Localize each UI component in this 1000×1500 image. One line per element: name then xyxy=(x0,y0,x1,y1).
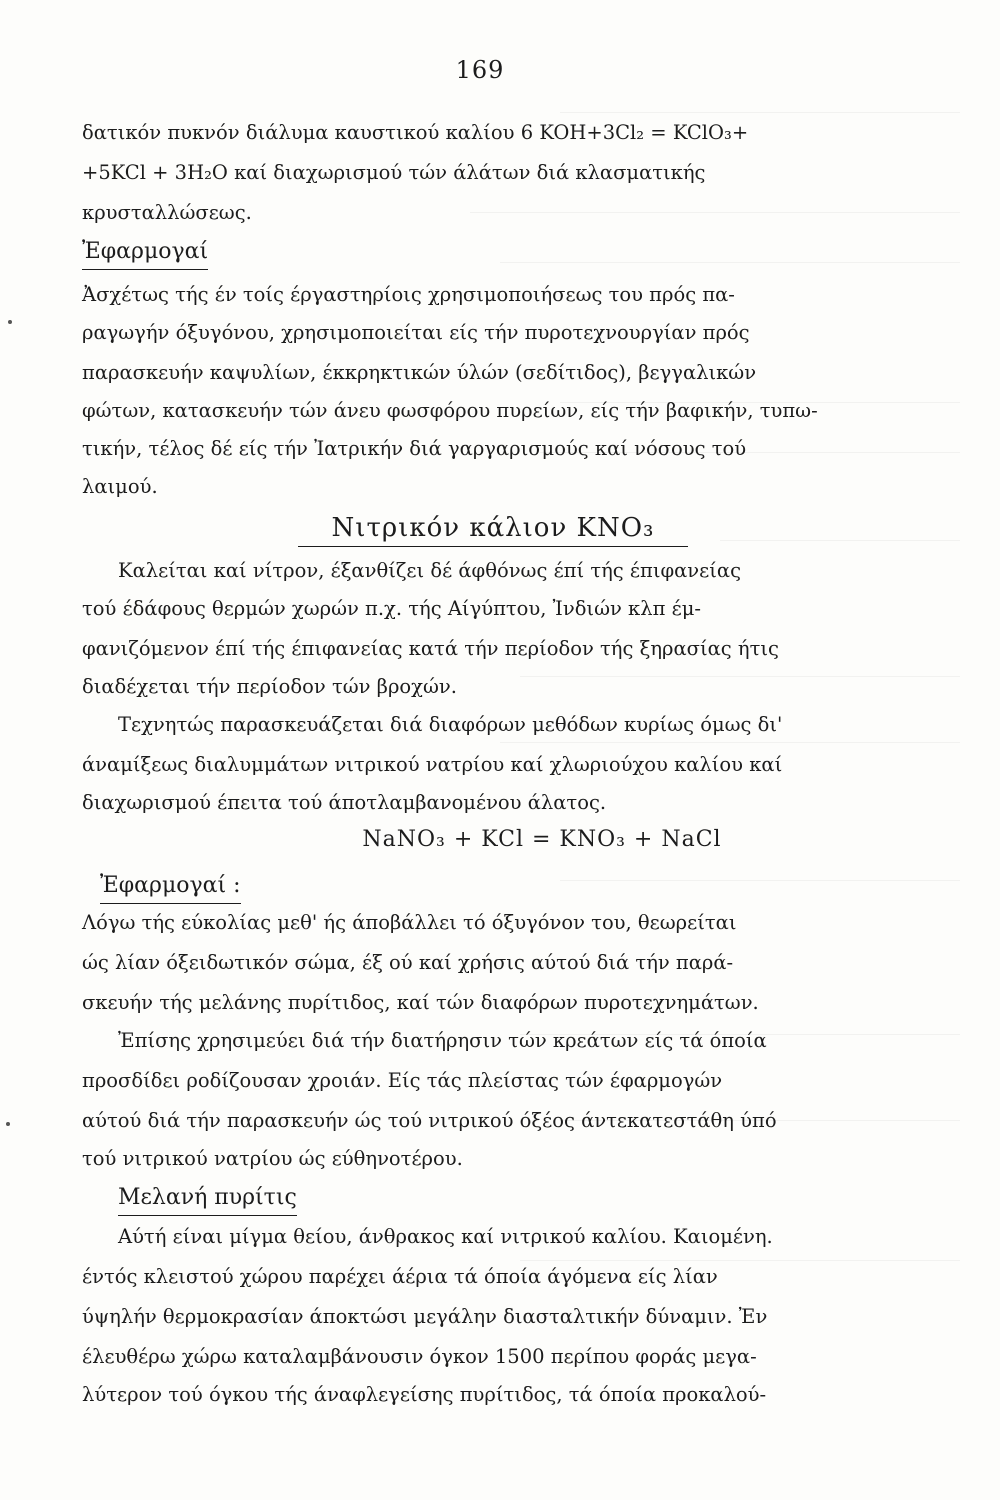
text-line: έντός κλειστού χώρου παρέχει άέρια τά όποία άγόμενα είς λίαν xyxy=(82,1265,718,1288)
bleed-through-line xyxy=(520,1260,960,1261)
page-number: 169 xyxy=(455,56,505,84)
bleed-through-line xyxy=(560,880,960,881)
text-line: ύψηλήν θερμοκρασίαν άποκτώσι μεγάλην διασταλτικήν δύναμιν. Ἐν xyxy=(82,1305,768,1328)
text-line: διαδέχεται τήν περίοδον τών βροχών. xyxy=(82,675,457,698)
text-line: άναμίξεως διαλυμμάτων νιτρικού νατρίου καί χλωριούχου καλίου καί xyxy=(82,753,783,776)
text-line: σκευήν τής μελάνης πυρίτιδος, καί τών διαφόρων πυροτεχνημάτων. xyxy=(82,991,759,1014)
text-line: Λόγω τής εύκολίας μεθ' ής άποβάλλει τό όξυγόνον του, θεωρείται xyxy=(82,911,737,934)
text-line: +5KCl + 3H₂O καί διαχωρισμού τών άλάτων διά κλασματικής xyxy=(82,161,706,184)
text-line: λαιμού. xyxy=(82,475,158,498)
text-line: φώτων, κατασκευήν τών άνευ φωσφόρου πυρείων, είς τήν βαφικήν, τυπω- xyxy=(82,399,818,422)
text-line: Καλείται καί νίτρον, έξανθίζει δέ άφθόνως έπί τής έπιφανείας xyxy=(118,559,742,582)
bleed-through-line xyxy=(560,112,960,113)
paper-speck xyxy=(8,320,12,324)
text-line: τού νιτρικού νατρίου ώς εύθηνοτέρου. xyxy=(82,1147,463,1170)
text-line: διαχωρισμού έπειτα τού άποτλαμβανομένου άλατος. xyxy=(82,791,607,814)
text-line: λύτερον τού όγκου τής άναφλεγείσης πυρίτιδος, τά όποία προκαλού- xyxy=(82,1383,767,1406)
text-line: δατικόν πυκνόν διάλυμα καυστικού καλίου 6 KOH+3Cl₂ = KClO₃+ xyxy=(82,121,749,144)
text-line: Ἐπίσης χρησιμεύει διά τήν διατήρησιν τών κρεάτων είς τά όποία xyxy=(118,1029,767,1052)
text-line: Αύτή είναι μίγμα θείου, άνθρακος καί νιτρικού καλίου. Καιομένη. xyxy=(118,1225,773,1248)
section-heading: Ἐφαρμογαί xyxy=(82,236,208,270)
text-line: τού έδάφους θερμών χωρών π.χ. τής Αίγύπτου, Ἰνδιών κλπ έμ- xyxy=(82,597,701,620)
section-title: Νιτρικόν κάλιον KNO₃ xyxy=(298,510,688,547)
text-line: φανιζόμενον έπί τής έπιφανείας κατά τήν περίοδον τής ξηρασίας ήτις xyxy=(82,637,779,660)
text-line: ραγωγήν όξυγόνου, χρησιμοποιείται είς τήν πυροτεχνουργίαν πρός xyxy=(82,321,750,344)
text-line: τικήν, τέλος δέ είς τήν Ἰατρικήν διά γαργαρισμούς καί νόσους τού xyxy=(82,437,747,460)
bleed-through-line xyxy=(720,540,960,541)
text-line: αύτού διά τήν παρασκευήν ώς τού νιτρικού όξέος άντεκατεστάθη ύπό xyxy=(82,1109,777,1132)
text-line: Ἀσχέτως τής έν τοίς έργαστηρίοις χρησιμοποιήσεως του πρός πα- xyxy=(82,283,735,306)
paper-speck xyxy=(6,1122,10,1126)
bleed-through-line xyxy=(500,742,960,743)
text-line: ώς λίαν όξειδωτικόν σώμα, έξ ού καί χρήσις αύτού διά τήν παρά- xyxy=(82,951,734,974)
text-line: κρυσταλλώσεως. xyxy=(82,201,252,224)
text-line: παρασκευήν καψυλίων, έκκρηκτικών ύλών (σεδίτιδος), βεγγαλικών xyxy=(82,361,757,384)
section-heading: Μελανή πυρίτις xyxy=(118,1182,297,1216)
text-line: έλευθέρω χώρω καταλαμβάνουσιν όγκον 1500 περίπου φοράς μεγα- xyxy=(82,1345,757,1368)
section-heading: Ἐφαρμογαί : xyxy=(100,870,241,904)
text-line: Τεχνητώς παρασκευάζεται διά διαφόρων μεθόδων κυρίως όμως δι' xyxy=(118,713,783,736)
chemical-equation: NaNO₃ + KCl = KNO₃ + NaCl xyxy=(362,827,722,852)
bleed-through-line xyxy=(500,262,960,263)
text-line: προσδίδει ροδίζουσαν χροιάν. Είς τάς πλείστας τών έφαρμογών xyxy=(82,1069,723,1092)
